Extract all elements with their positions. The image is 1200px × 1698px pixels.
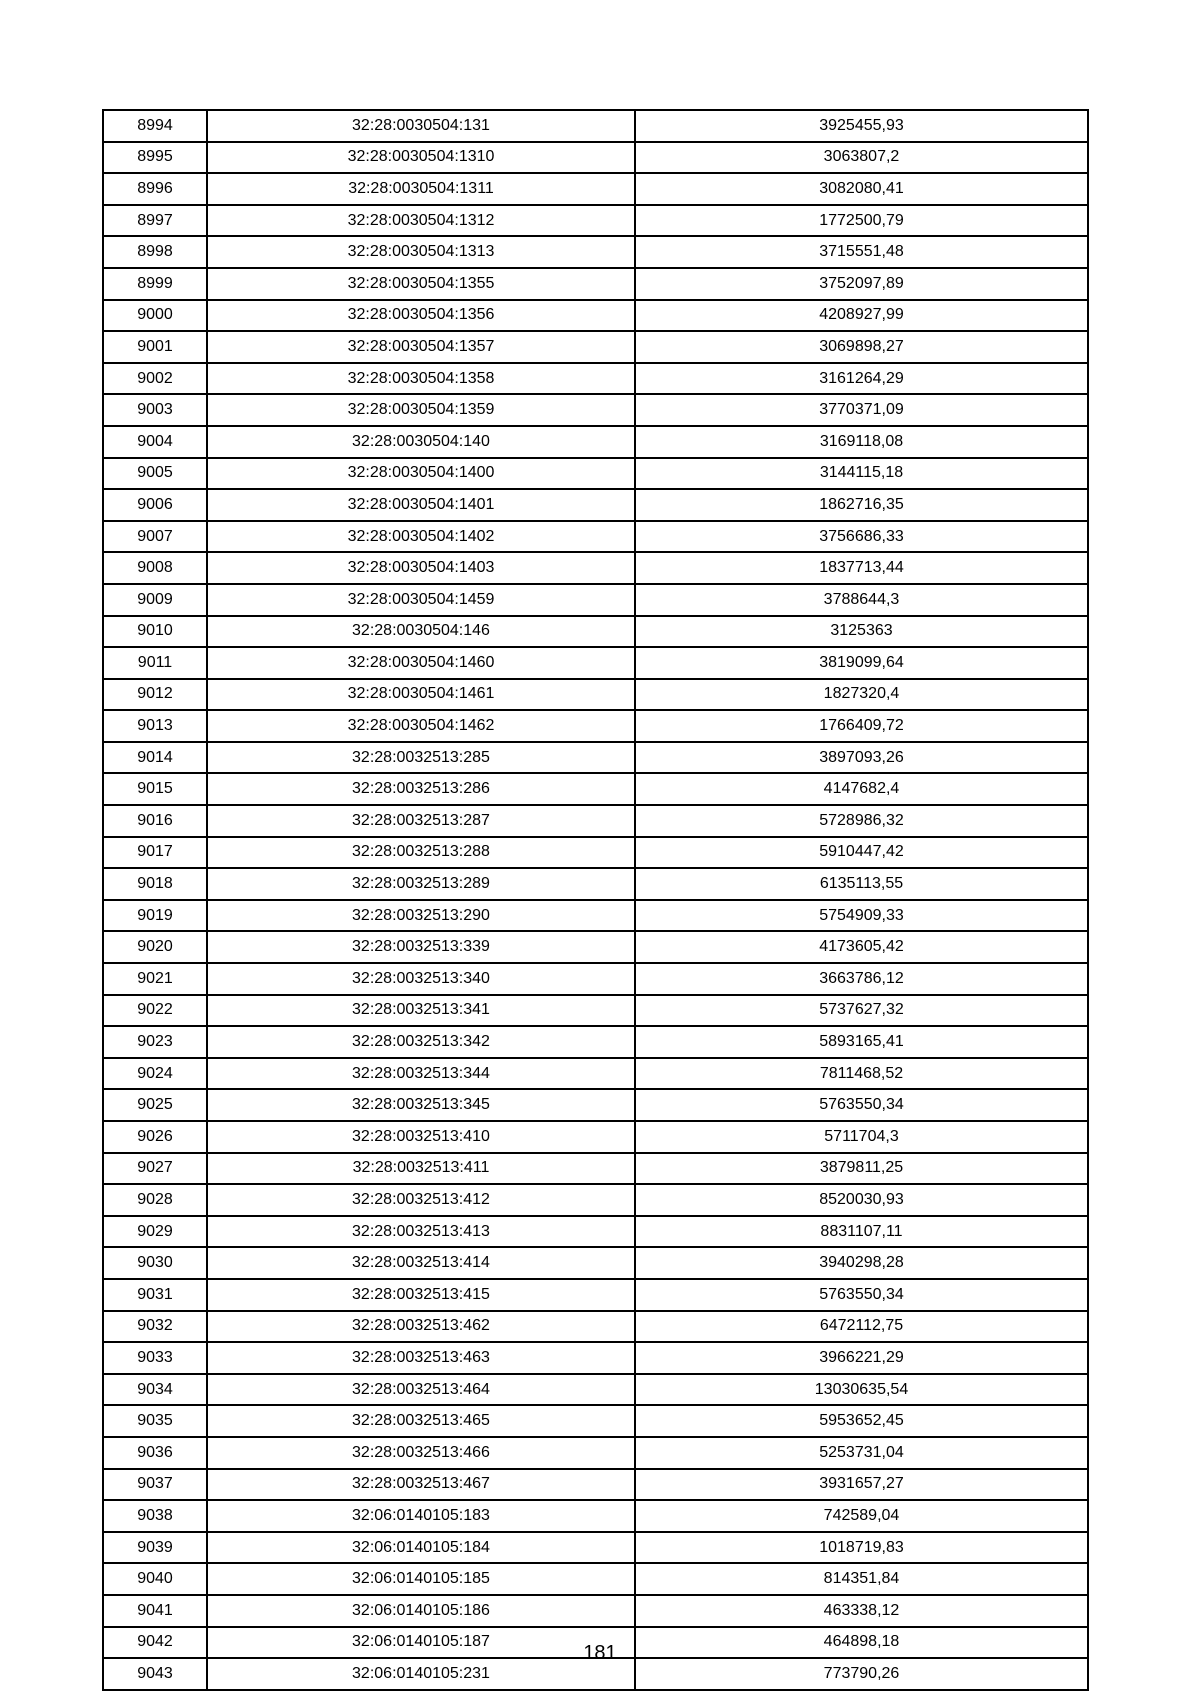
table-row	[103, 110, 1088, 142]
cadastral-number-cell: 32:28:0032513:290	[207, 900, 635, 932]
table-row	[103, 268, 1088, 300]
row-number-cell: 8999	[103, 268, 207, 300]
table-row	[103, 300, 1088, 332]
cadastral-value-cell: 4208927,99	[635, 300, 1088, 332]
row-number-cell: 9040	[103, 1563, 207, 1595]
row-number-cell: 9042	[103, 1627, 207, 1659]
row-number-cell: 9017	[103, 837, 207, 869]
cadastral-value-cell: 3082080,41	[635, 173, 1088, 205]
cadastral-number-cell: 32:28:0032513:341	[207, 995, 635, 1027]
table-row	[103, 679, 1088, 711]
table-row	[103, 868, 1088, 900]
cadastral-number-cell: 32:28:0032513:464	[207, 1374, 635, 1406]
table-row	[103, 1153, 1088, 1185]
cadastral-value-cell: 3125363	[635, 616, 1088, 648]
table-row	[103, 1532, 1088, 1564]
cadastral-value-cell: 3819099,64	[635, 647, 1088, 679]
table-row	[103, 1089, 1088, 1121]
cadastral-value-cell: 4173605,42	[635, 931, 1088, 963]
table-row	[103, 1374, 1088, 1406]
cadastral-number-cell: 32:28:0030504:1402	[207, 521, 635, 553]
row-number-cell: 9043	[103, 1658, 207, 1690]
cadastral-number-cell: 32:28:0032513:289	[207, 868, 635, 900]
table-row	[103, 647, 1088, 679]
table-row	[103, 489, 1088, 521]
cadastral-number-cell: 32:28:0030504:1461	[207, 679, 635, 711]
row-number-cell: 9010	[103, 616, 207, 648]
row-number-cell: 9000	[103, 300, 207, 332]
cadastral-number-cell: 32:28:0032513:463	[207, 1342, 635, 1374]
cadastral-value-cell: 742589,04	[635, 1500, 1088, 1532]
table-row	[103, 805, 1088, 837]
cadastral-value-cell: 13030635,54	[635, 1374, 1088, 1406]
table-row	[103, 1437, 1088, 1469]
cadastral-value-cell: 6472112,75	[635, 1311, 1088, 1343]
row-number-cell: 9026	[103, 1121, 207, 1153]
table-row	[103, 1469, 1088, 1501]
cadastral-value-cell: 3770371,09	[635, 394, 1088, 426]
cadastral-value-cell: 1018719,83	[635, 1532, 1088, 1564]
cadastral-value-table	[102, 109, 1089, 1691]
cadastral-value-cell: 3063807,2	[635, 142, 1088, 174]
cadastral-value-cell: 3069898,27	[635, 331, 1088, 363]
cadastral-value-cell: 5728986,32	[635, 805, 1088, 837]
row-number-cell: 9028	[103, 1184, 207, 1216]
cadastral-number-cell: 32:28:0030504:1311	[207, 173, 635, 205]
cadastral-number-cell: 32:28:0032513:287	[207, 805, 635, 837]
row-number-cell: 9014	[103, 742, 207, 774]
table-row	[103, 458, 1088, 490]
row-number-cell: 9007	[103, 521, 207, 553]
cadastral-value-cell: 3931657,27	[635, 1469, 1088, 1501]
table-row	[103, 394, 1088, 426]
row-number-cell: 9027	[103, 1153, 207, 1185]
cadastral-value-cell: 5754909,33	[635, 900, 1088, 932]
table-row	[103, 142, 1088, 174]
cadastral-number-cell: 32:28:0030504:1358	[207, 363, 635, 395]
cadastral-number-cell: 32:28:0032513:345	[207, 1089, 635, 1121]
table-row	[103, 1279, 1088, 1311]
cadastral-number-cell: 32:28:0030504:1462	[207, 710, 635, 742]
cadastral-value-cell: 3925455,93	[635, 110, 1088, 142]
cadastral-value-cell: 3144115,18	[635, 458, 1088, 490]
cadastral-value-cell: 3897093,26	[635, 742, 1088, 774]
cadastral-value-cell: 3940298,28	[635, 1247, 1088, 1279]
cadastral-value-cell: 3663786,12	[635, 963, 1088, 995]
table-row	[103, 900, 1088, 932]
table-row	[103, 236, 1088, 268]
cadastral-number-cell: 32:28:0032513:339	[207, 931, 635, 963]
cadastral-number-cell: 32:06:0140105:187	[207, 1627, 635, 1659]
cadastral-value-cell: 5893165,41	[635, 1026, 1088, 1058]
row-number-cell: 9001	[103, 331, 207, 363]
cadastral-number-cell: 32:06:0140105:184	[207, 1532, 635, 1564]
cadastral-value-cell: 814351,84	[635, 1563, 1088, 1595]
row-number-cell: 9005	[103, 458, 207, 490]
cadastral-value-cell: 1862716,35	[635, 489, 1088, 521]
cadastral-value-cell: 1766409,72	[635, 710, 1088, 742]
table-row	[103, 552, 1088, 584]
table-row	[103, 1500, 1088, 1532]
row-number-cell: 9038	[103, 1500, 207, 1532]
cadastral-number-cell: 32:06:0140105:186	[207, 1595, 635, 1627]
cadastral-value-cell: 3169118,08	[635, 426, 1088, 458]
cadastral-value-cell: 5253731,04	[635, 1437, 1088, 1469]
cadastral-number-cell: 32:06:0140105:185	[207, 1563, 635, 1595]
cadastral-number-cell: 32:28:0032513:413	[207, 1216, 635, 1248]
cadastral-number-cell: 32:28:0030504:1355	[207, 268, 635, 300]
cadastral-number-cell: 32:28:0030504:146	[207, 616, 635, 648]
table-row	[103, 1247, 1088, 1279]
cadastral-value-cell: 773790,26	[635, 1658, 1088, 1690]
cadastral-value-cell: 3756686,33	[635, 521, 1088, 553]
cadastral-number-cell: 32:28:0030504:1359	[207, 394, 635, 426]
cadastral-value-cell: 3161264,29	[635, 363, 1088, 395]
row-number-cell: 8997	[103, 205, 207, 237]
table-row	[103, 773, 1088, 805]
cadastral-value-cell: 4147682,4	[635, 773, 1088, 805]
page-number: 181	[583, 1642, 617, 1664]
cadastral-value-cell: 3879811,25	[635, 1153, 1088, 1185]
cadastral-number-cell: 32:28:0030504:1313	[207, 236, 635, 268]
cadastral-number-cell: 32:28:0030504:1312	[207, 205, 635, 237]
row-number-cell: 9041	[103, 1595, 207, 1627]
table-row	[103, 995, 1088, 1027]
row-number-cell: 9036	[103, 1437, 207, 1469]
cadastral-value-cell: 464898,18	[635, 1627, 1088, 1659]
row-number-cell: 9002	[103, 363, 207, 395]
row-number-cell: 9008	[103, 552, 207, 584]
row-number-cell: 9015	[103, 773, 207, 805]
cadastral-value-cell: 5953652,45	[635, 1405, 1088, 1437]
cadastral-number-cell: 32:28:0032513:340	[207, 963, 635, 995]
cadastral-number-cell: 32:28:0032513:414	[207, 1247, 635, 1279]
row-number-cell: 9011	[103, 647, 207, 679]
table-row	[103, 363, 1088, 395]
table-row	[103, 1342, 1088, 1374]
row-number-cell: 9018	[103, 868, 207, 900]
cadastral-value-cell: 5711704,3	[635, 1121, 1088, 1153]
cadastral-number-cell: 32:28:0030504:1460	[207, 647, 635, 679]
row-number-cell: 9009	[103, 584, 207, 616]
row-number-cell: 9032	[103, 1311, 207, 1343]
row-number-cell: 9029	[103, 1216, 207, 1248]
table-row	[103, 584, 1088, 616]
row-number-cell: 8996	[103, 173, 207, 205]
cadastral-value-cell: 463338,12	[635, 1595, 1088, 1627]
cadastral-value-cell: 5737627,32	[635, 995, 1088, 1027]
table-row	[103, 837, 1088, 869]
cadastral-number-cell: 32:28:0032513:285	[207, 742, 635, 774]
table-body	[103, 110, 1088, 1690]
row-number-cell: 9003	[103, 394, 207, 426]
table-row	[103, 1311, 1088, 1343]
table-row	[103, 1184, 1088, 1216]
row-number-cell: 9020	[103, 931, 207, 963]
row-number-cell: 9004	[103, 426, 207, 458]
cadastral-value-cell: 8520030,93	[635, 1184, 1088, 1216]
cadastral-number-cell: 32:06:0140105:231	[207, 1658, 635, 1690]
cadastral-value-cell: 3966221,29	[635, 1342, 1088, 1374]
cadastral-number-cell: 32:28:0032513:342	[207, 1026, 635, 1058]
cadastral-number-cell: 32:28:0032513:412	[207, 1184, 635, 1216]
cadastral-value-cell: 5910447,42	[635, 837, 1088, 869]
cadastral-number-cell: 32:28:0030504:1401	[207, 489, 635, 521]
cadastral-value-cell: 5763550,34	[635, 1279, 1088, 1311]
row-number-cell: 9030	[103, 1247, 207, 1279]
row-number-cell: 9023	[103, 1026, 207, 1058]
table-row	[103, 205, 1088, 237]
cadastral-number-cell: 32:28:0030504:1403	[207, 552, 635, 584]
table-row	[103, 1595, 1088, 1627]
cadastral-value-cell: 7811468,52	[635, 1058, 1088, 1090]
row-number-cell: 9012	[103, 679, 207, 711]
cadastral-value-cell: 1837713,44	[635, 552, 1088, 584]
row-number-cell: 8995	[103, 142, 207, 174]
row-number-cell: 8994	[103, 110, 207, 142]
row-number-cell: 9021	[103, 963, 207, 995]
table-row	[103, 173, 1088, 205]
row-number-cell: 9019	[103, 900, 207, 932]
cadastral-number-cell: 32:28:0032513:410	[207, 1121, 635, 1153]
table-row	[103, 963, 1088, 995]
row-number-cell: 9006	[103, 489, 207, 521]
row-number-cell: 9013	[103, 710, 207, 742]
cadastral-value-cell: 8831107,11	[635, 1216, 1088, 1248]
cadastral-value-cell: 3752097,89	[635, 268, 1088, 300]
table-row	[103, 1058, 1088, 1090]
table-row	[103, 710, 1088, 742]
table-row	[103, 1121, 1088, 1153]
cadastral-number-cell: 32:28:0030504:1356	[207, 300, 635, 332]
cadastral-number-cell: 32:28:0030504:131	[207, 110, 635, 142]
row-number-cell: 9025	[103, 1089, 207, 1121]
cadastral-number-cell: 32:28:0030504:1357	[207, 331, 635, 363]
cadastral-value-cell: 3715551,48	[635, 236, 1088, 268]
row-number-cell: 9037	[103, 1469, 207, 1501]
cadastral-number-cell: 32:06:0140105:183	[207, 1500, 635, 1532]
table-row	[103, 331, 1088, 363]
cadastral-number-cell: 32:28:0032513:466	[207, 1437, 635, 1469]
row-number-cell: 9022	[103, 995, 207, 1027]
cadastral-number-cell: 32:28:0030504:140	[207, 426, 635, 458]
table-row	[103, 1026, 1088, 1058]
cadastral-value-cell: 1827320,4	[635, 679, 1088, 711]
cadastral-number-cell: 32:28:0032513:462	[207, 1311, 635, 1343]
table-row	[103, 1216, 1088, 1248]
row-number-cell: 9024	[103, 1058, 207, 1090]
table-row	[103, 742, 1088, 774]
cadastral-value-cell: 3788644,3	[635, 584, 1088, 616]
row-number-cell: 8998	[103, 236, 207, 268]
cadastral-number-cell: 32:28:0032513:415	[207, 1279, 635, 1311]
cadastral-number-cell: 32:28:0030504:1400	[207, 458, 635, 490]
cadastral-number-cell: 32:28:0032513:286	[207, 773, 635, 805]
table-row	[103, 1405, 1088, 1437]
table-row	[103, 521, 1088, 553]
table-row	[103, 616, 1088, 648]
row-number-cell: 9034	[103, 1374, 207, 1406]
table-row	[103, 1563, 1088, 1595]
row-number-cell: 9031	[103, 1279, 207, 1311]
cadastral-number-cell: 32:28:0032513:411	[207, 1153, 635, 1185]
row-number-cell: 9039	[103, 1532, 207, 1564]
cadastral-number-cell: 32:28:0032513:344	[207, 1058, 635, 1090]
table-row	[103, 931, 1088, 963]
row-number-cell: 9035	[103, 1405, 207, 1437]
row-number-cell: 9033	[103, 1342, 207, 1374]
cadastral-value-cell: 5763550,34	[635, 1089, 1088, 1121]
cadastral-number-cell: 32:28:0032513:465	[207, 1405, 635, 1437]
row-number-cell: 9016	[103, 805, 207, 837]
cadastral-number-cell: 32:28:0030504:1310	[207, 142, 635, 174]
cadastral-number-cell: 32:28:0032513:288	[207, 837, 635, 869]
cadastral-number-cell: 32:28:0030504:1459	[207, 584, 635, 616]
cadastral-value-cell: 1772500,79	[635, 205, 1088, 237]
table-row	[103, 426, 1088, 458]
cadastral-number-cell: 32:28:0032513:467	[207, 1469, 635, 1501]
cadastral-value-cell: 6135113,55	[635, 868, 1088, 900]
